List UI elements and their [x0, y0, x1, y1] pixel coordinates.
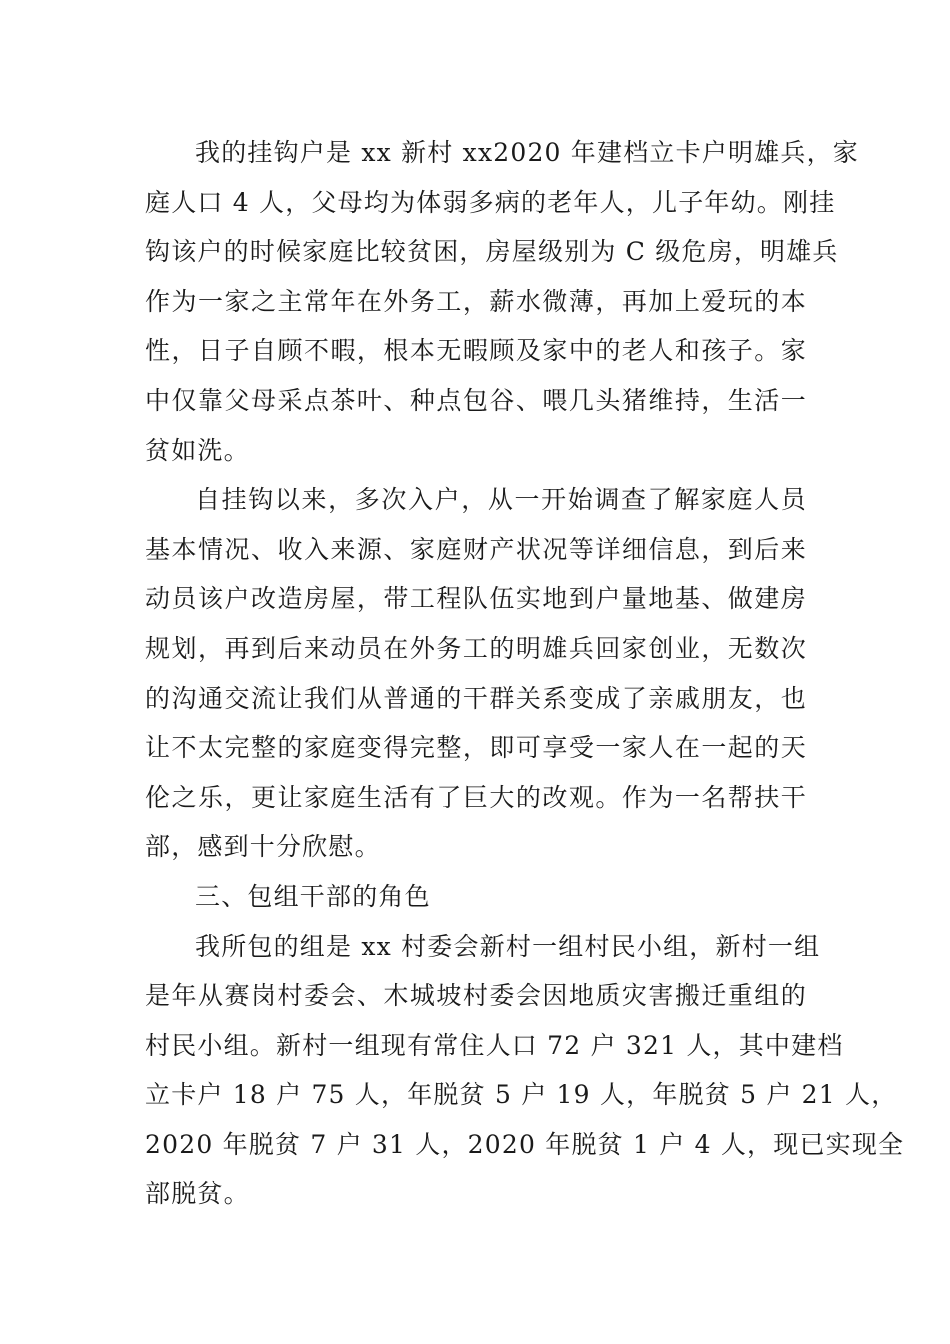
text-line: 动员该户改造房屋，带工程队伍实地到户量地基、做建房	[145, 584, 807, 614]
text-line: 部，感到十分欣慰。	[145, 832, 381, 862]
paragraph-since-pairing	[145, 475, 807, 872]
text-line: 钩该户的时候家庭比较贫困，房屋级别为 C 级危房，明雄兵	[145, 237, 839, 267]
text-line: 我的挂钩户是 xx 新村 xx2020 年建档立卡户明雄兵，家	[195, 138, 860, 167]
text-line: 庭人口 4 人，父母均为体弱多病的老年人，儿子年幼。刚挂	[145, 187, 836, 217]
text-line: 基本情况、收入来源、家庭财产状况等详细信息，到后来	[145, 534, 807, 564]
text-line: 部脱贫。	[145, 1179, 250, 1209]
text-line: 立卡户 18 户 75 人，年脱贫 5 户 19 人，年脱贫 5 户 21 人，	[145, 1080, 898, 1110]
text-line: 我所包的组是 xx 村委会新村一组村民小组，新村一组	[195, 931, 821, 961]
text-line: 规划，再到后来动员在外务工的明雄兵回家创业，无数次	[145, 633, 807, 663]
text-line: 让不太完整的家庭变得完整，即可享受一家人在一起的天	[145, 733, 807, 763]
text-line: 作为一家之主常年在外务工，薪水微薄，再加上爱玩的本	[145, 286, 807, 316]
text-line: 伦之乐，更让家庭生活有了巨大的改观。作为一名帮扶干	[145, 782, 807, 812]
section-heading	[145, 872, 807, 922]
text-line: 贫如洗。	[145, 435, 250, 465]
document-body	[145, 128, 905, 1219]
text-line: 村民小组。新村一组现有常住人口 72 户 321 人，其中建档	[145, 1030, 844, 1060]
text-line: 2020 年脱贫 7 户 31 人，2020 年脱贫 1 户 4 人，现已实现全	[145, 1129, 905, 1159]
paragraph-group-overview	[145, 922, 905, 1220]
text-line: 自挂钩以来，多次入户，从一开始调查了解家庭人员	[195, 485, 807, 515]
text-line: 是年从赛岗村委会、木城坡村委会因地质灾害搬迁重组的	[145, 981, 807, 1011]
text-line: 中仅靠父母采点茶叶、种点包谷、喂几头猪维持，生活一	[145, 385, 807, 415]
paragraph-household	[145, 128, 860, 475]
text-line: 的沟通交流让我们从普通的干群关系变成了亲戚朋友，也	[145, 683, 807, 713]
heading-text: 三、包组干部的角色	[195, 881, 431, 911]
text-line: 性，日子自顾不暇，根本无暇顾及家中的老人和孩子。家	[145, 336, 807, 366]
